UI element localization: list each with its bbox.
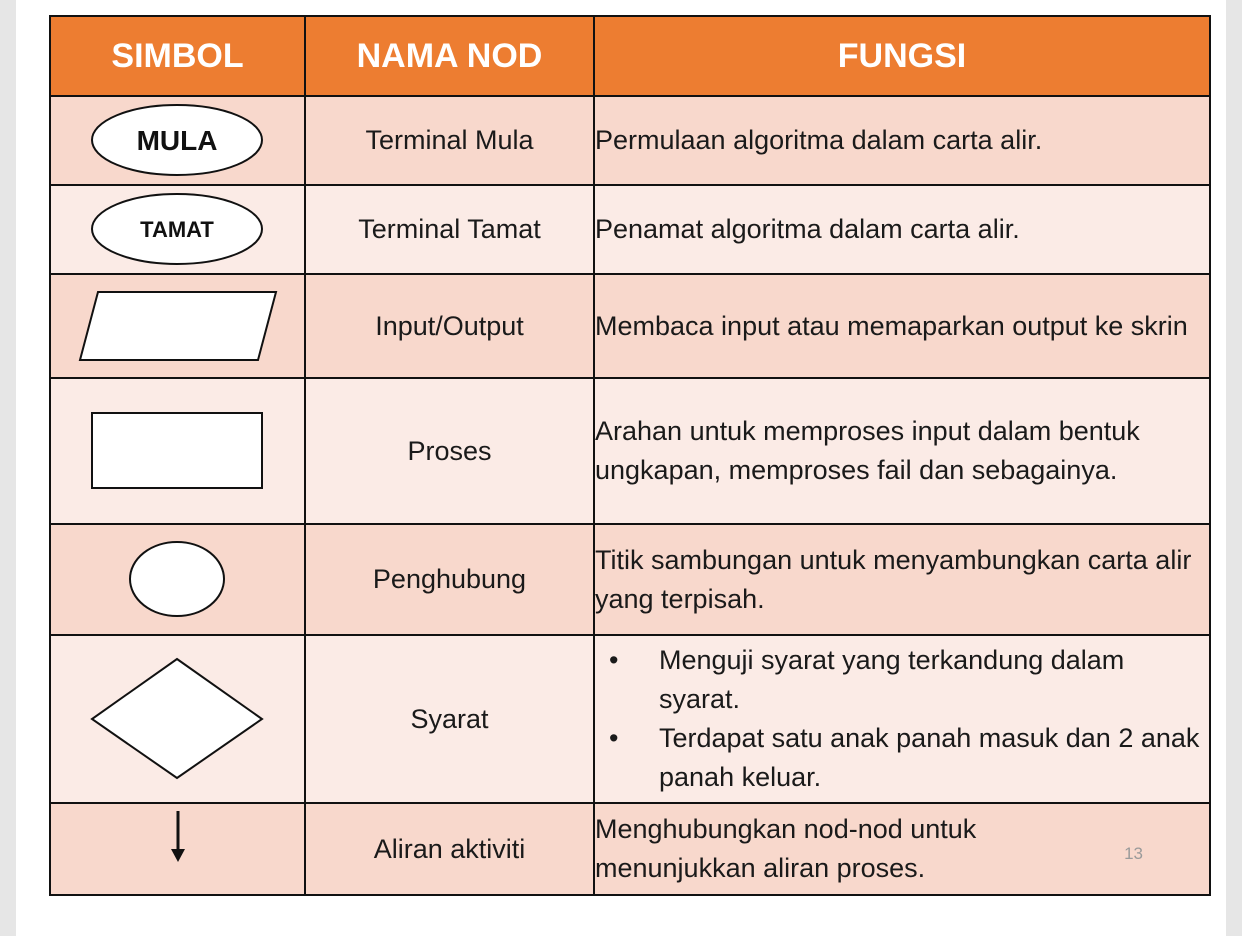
bullet-icon: • [609,645,619,675]
header-nama-nod: NAMA NOD [305,16,594,96]
node-function: Penamat algoritma dalam carta alir. [594,185,1210,274]
node-name: Penghubung [305,524,594,635]
header-fungsi: FUNGSI [594,16,1210,96]
node-name: Input/Output [305,274,594,378]
terminal-oval-icon [90,103,266,179]
circle-connector-icon [128,540,228,620]
symbol-cell [50,524,305,635]
table-row [50,185,1210,274]
node-function [594,635,1210,803]
symbol-cell [50,96,305,185]
page-number: 13 [1124,844,1143,863]
symbol-label-tamat: TAMAT [139,216,214,242]
table-header-row [50,16,1210,96]
table-row [50,378,1210,524]
node-name: Proses [305,378,594,524]
diamond-icon [90,657,266,781]
bullet-item [609,641,1209,719]
symbol-cell [50,274,305,378]
flowchart-symbol-table [49,15,1211,896]
symbol-cell [50,185,305,274]
terminal-oval-icon [90,192,266,268]
bullet-list [609,641,1209,797]
parallelogram-icon [78,290,278,362]
table-row [50,96,1210,185]
rectangle-icon [90,411,266,491]
node-name: Terminal Mula [305,96,594,185]
table-row [50,524,1210,635]
arrow-down-icon [168,809,188,865]
node-function [594,803,1210,895]
node-name: Terminal Tamat [305,185,594,274]
bullet-text: Menguji syarat yang terkandung dalam syarat. [659,645,1125,714]
node-name: Syarat [305,635,594,803]
node-function-text: Menghubungkan nod-nod untuk menunjukkan aliran proses. [595,814,977,883]
symbol-cell [50,635,305,803]
header-simbol: SIMBOL [50,16,305,96]
node-function: Titik sambungan untuk menyambungkan carta alir yang terpisah. [594,524,1210,635]
node-function: Arahan untuk memproses input dalam bentuk ungkapan, memproses fail dan sebagainya. [594,378,1210,524]
bullet-text: Terdapat satu anak panah masuk dan 2 anak panah keluar. [659,723,1200,792]
bullet-icon: • [609,723,619,753]
symbol-label-mula: MULA [136,124,217,156]
bullet-item [609,719,1209,797]
node-function: Membaca input atau memaparkan output ke skrin [594,274,1210,378]
node-name: Aliran aktiviti [305,803,594,895]
symbol-cell [50,378,305,524]
symbol-cell [50,803,305,895]
node-function: Permulaan algoritma dalam carta alir. [594,96,1210,185]
table-row [50,635,1210,803]
table-row [50,274,1210,378]
table-row [50,803,1210,895]
